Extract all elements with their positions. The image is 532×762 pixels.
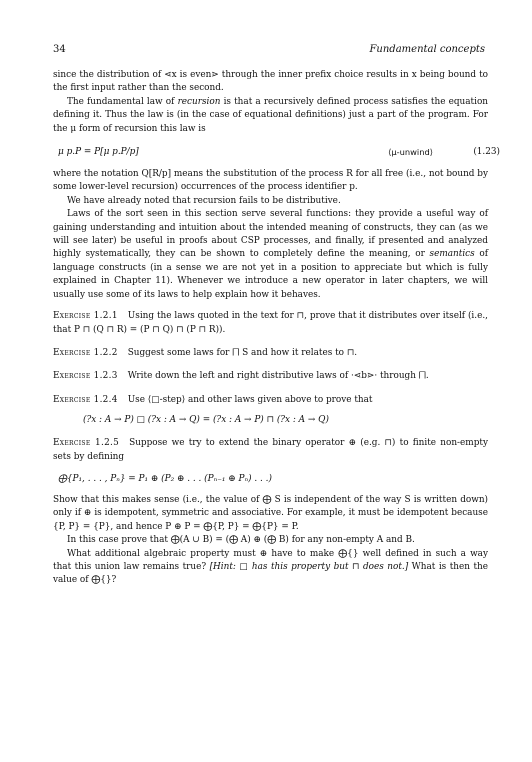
exercise-head: Exercise 1.2.1 <box>53 311 118 322</box>
exercise-1-2-5-para-2: In this case prove that ⨁(A ∪ B) = (⨁ A) ⊕ (⨁ B) for any non-empty A and B. <box>67 535 415 546</box>
display-equation-mu-unwind <box>53 136 500 168</box>
equation: μ p.P = P[μ p.P/p] <box>58 147 139 158</box>
text-run: is that a recursively defined process satisfies the equation defining it. Thus the law is (in the case of equational definitions) just a part of the program. For the μ form of recursion this law is <box>53 96 488 134</box>
paragraph-distributive: We have already noted that recursion fails to be distributive. <box>67 195 341 206</box>
text-run: of language constructs (in a sense we are not yet in a position to appreciate but which is fully explained in Chapter 11). Whenever we introduce a new operator in later chapters, we will usually use some of its laws to help explain how it behaves. <box>53 249 488 300</box>
exercise-1-2-1 <box>53 310 488 337</box>
paragraph-laws <box>53 208 488 302</box>
exercise-1-2-4-display: (?x : A → P) □ (?x : A → Q) = (?x : A → P) ⊓ (?x : A → Q) <box>83 415 329 426</box>
paragraph-distribution: since the distribution of ⋖x is even⋗ through the inner prefix choice results in x being bound to the first input rather than the second. <box>53 70 488 94</box>
exercise-text: Suppose we try to extend the binary operator ⊕ (e.g. ⊓) to finite non-empty sets by defining <box>53 438 488 462</box>
term-semantics: semantics <box>429 249 475 260</box>
running-title: Fundamental concepts <box>369 44 485 55</box>
equation-number: (1.23) <box>473 147 500 158</box>
exercise-text: Suggest some laws for ⨅ S and how it relates to ⊓. <box>127 347 358 358</box>
text-run: The fundamental law of <box>67 96 178 107</box>
law-name: ⟨μ-unwind⟩ <box>388 147 433 158</box>
exercise-head: Exercise 1.2.2 <box>53 347 118 358</box>
exercise-text: Using the laws quoted in the text for ⊓, prove that it distributes over itself (i.e., that P ⊓ (Q ⊓ R) = (P ⊓ Q) ⊓ (P ⊓ R)). <box>53 311 488 335</box>
exercise-head: Exercise 1.2.3 <box>53 371 118 382</box>
exercise-1-2-5-display: ⨁{P₁, . . . , Pₙ} = P₁ ⊕ (P₂ ⊕ . . . (Pₙ₋₁ ⊕ Pₙ) . . .) <box>58 473 272 484</box>
exercise-1-2-3 <box>53 370 488 383</box>
exercise-1-2-5 <box>53 437 488 464</box>
exercise-head: Exercise 1.2.5 <box>53 438 120 449</box>
page-body <box>53 69 500 588</box>
exercise-head: Exercise 1.2.4 <box>53 394 118 405</box>
text-run: What additional algebraic property must ⊕ have to make ⨁{} well defined in such a way that this union law remains true? <box>53 548 488 572</box>
exercise-1-2-2 <box>53 347 488 360</box>
term-recursion: recursion <box>177 96 221 107</box>
exercise-1-2-4 <box>53 394 488 407</box>
paragraph-substitution: where the notation Q[R/p] means the substitution of the process R for all free (i.e., not bound by some lower-level recursion) occurrences of the process identifier p. <box>53 169 488 193</box>
exercise-1-2-5-para-3 <box>53 548 488 588</box>
page-number: 34 <box>53 44 66 55</box>
text-run: Laws of the sort seen in this section serve several functions: they provide a useful way of gaining understanding and intuition about the intended meaning of constructs, they can (as we will see later) be useful in proofs about CSP processes, and finally, if presented and analyzed highly systematically, they can be shown to completely define the meaning, or <box>53 209 488 260</box>
exercise-text: Write down the left and right distributive laws of ·⋖b⋗· through ⨅. <box>127 371 429 382</box>
exercise-text: Use ⟨□-step⟩ and other laws given above to prove that <box>127 394 373 405</box>
hint: [Hint: □ has this property but ⊓ does not.] <box>209 561 409 572</box>
exercise-1-2-5-para-1: Show that this makes sense (i.e., the value of ⨁ S is independent of the way S is written down) only if ⊕ is idempotent, symmetric and associative. For example, it must be idempotent because {P, P} = {P}, and hence P ⊕ P = ⨁{P, P} = ⨁{P} = P. <box>53 494 488 532</box>
text-run: What is then the value of ⨁{}? <box>53 561 488 586</box>
paragraph-recursion <box>53 96 488 136</box>
